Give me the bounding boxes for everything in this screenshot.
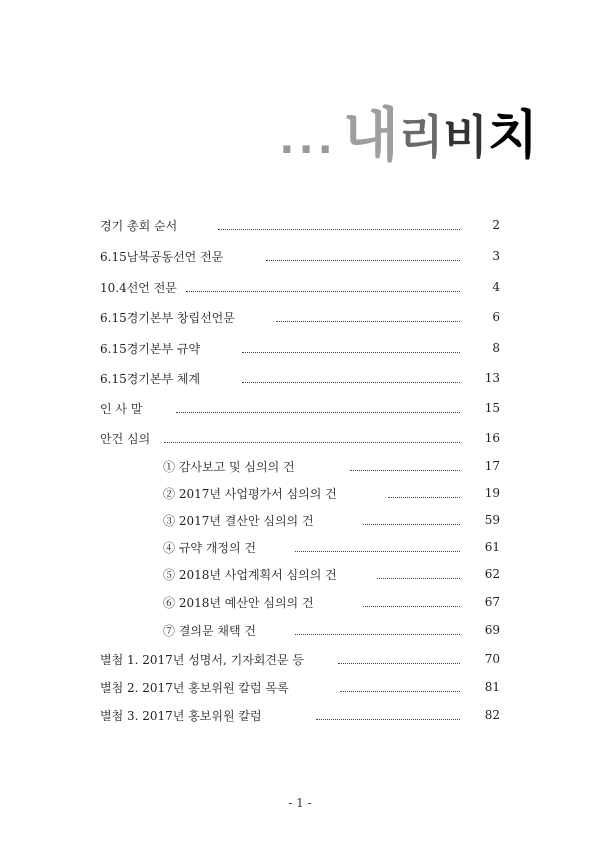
title-char-1: 내 — [342, 101, 399, 169]
toc-entry-label: ② 2017년 사업평가서 심의의 건 — [163, 486, 337, 501]
toc-entry-page: 16 — [484, 431, 500, 445]
toc-entry-page: 2 — [492, 218, 500, 232]
toc-leader — [266, 259, 460, 261]
toc-leader — [176, 411, 460, 413]
toc-entry-page: 4 — [492, 280, 500, 294]
title-char-3: 비 — [443, 110, 488, 164]
toc-subentry[interactable] — [163, 537, 500, 557]
toc-entry-label: 6.15경기본부 창립선언문 — [100, 310, 235, 325]
toc-entry-page: 61 — [484, 540, 500, 554]
toc-entry-page: 8 — [492, 341, 500, 355]
toc-entry-page: 6 — [492, 310, 500, 324]
toc-entry-label: 6.15경기본부 체계 — [100, 371, 201, 386]
toc-leader — [242, 381, 460, 383]
toc-entry-label: 6.15경기본부 규약 — [100, 341, 201, 356]
toc-leader — [164, 441, 460, 443]
toc-entry-page: 62 — [484, 567, 500, 581]
toc-entry-label: 별첨 2. 2017년 홍보위원 칼럼 목록 — [100, 680, 289, 695]
toc-leader — [218, 228, 460, 230]
toc-leader — [340, 690, 460, 692]
toc-appendix[interactable] — [100, 705, 500, 725]
toc-leader — [295, 633, 460, 635]
toc-leader — [186, 290, 460, 292]
toc-entry-page: 17 — [484, 459, 500, 473]
toc-entry-page: 81 — [484, 680, 500, 694]
toc-leader — [316, 718, 460, 720]
toc-appendix[interactable] — [100, 677, 500, 697]
toc-entry-page: 69 — [484, 623, 500, 637]
toc-leader — [295, 550, 460, 552]
toc-entry-label: 6.15남북공동선언 전문 — [100, 249, 224, 264]
toc-subentry[interactable] — [163, 483, 500, 503]
toc-entry[interactable] — [100, 246, 500, 266]
toc-entry-label: 별첨 3. 2017년 홍보위원 칼럼 — [100, 708, 262, 723]
toc-entry-page: 59 — [484, 513, 500, 527]
toc-leader — [388, 496, 460, 498]
toc-leader — [242, 351, 460, 353]
toc-entry[interactable] — [100, 215, 500, 235]
title-dots: ... — [279, 117, 337, 163]
toc-entry-label: ④ 규약 개정의 건 — [163, 540, 256, 555]
toc-entry-label: 경기 총회 순서 — [100, 218, 178, 233]
toc-entry-label: 인 사 말 — [100, 401, 143, 416]
toc-entry-page: 3 — [492, 249, 500, 263]
toc-leader — [363, 605, 460, 607]
toc-appendix[interactable] — [100, 649, 500, 669]
toc-entry-label: ⑦ 결의문 채택 건 — [163, 623, 256, 638]
toc-entry[interactable] — [100, 428, 500, 448]
toc-entry[interactable] — [100, 307, 500, 327]
toc-entry-page: 67 — [484, 595, 500, 609]
toc-subentry[interactable] — [163, 510, 500, 530]
toc-entry-page: 19 — [484, 486, 500, 500]
toc-entry-page: 70 — [484, 652, 500, 666]
title-char-2: 리 — [398, 110, 444, 164]
toc-entry[interactable] — [100, 368, 500, 388]
toc-subentry[interactable] — [163, 592, 500, 612]
toc-entry[interactable] — [100, 338, 500, 358]
toc-leader — [377, 577, 460, 579]
toc-subentry[interactable] — [163, 620, 500, 640]
toc-subentry[interactable] — [163, 564, 500, 584]
toc-entry-label: 안건 심의 — [100, 431, 151, 446]
page-number: - 1 - — [288, 796, 312, 810]
toc-leader — [363, 523, 460, 525]
toc-entry-label: 10.4선언 전문 — [100, 280, 177, 295]
toc-entry-page: 15 — [484, 401, 500, 415]
toc-leader — [276, 320, 460, 322]
toc-leader — [338, 662, 460, 664]
toc-entry-label: ③ 2017년 결산안 심의의 건 — [163, 513, 314, 528]
toc-entry-label: ⑤ 2018년 사업계획서 심의의 건 — [163, 567, 337, 582]
toc-entry-page: 82 — [484, 708, 500, 722]
toc-leader — [350, 469, 460, 471]
toc-entry[interactable] — [100, 277, 500, 297]
toc-entry-label: ① 감사보고 및 심의의 건 — [163, 459, 295, 474]
toc-entry-label: 별첨 1. 2017년 성명서, 기자회견문 등 — [100, 652, 304, 667]
toc-entry-label: ⑥ 2018년 예산안 심의의 건 — [163, 595, 314, 610]
toc-entry[interactable] — [100, 398, 500, 418]
toc-subentry[interactable] — [163, 456, 500, 476]
toc-entry-page: 13 — [484, 371, 500, 385]
title-char-4: 치 — [487, 106, 538, 166]
